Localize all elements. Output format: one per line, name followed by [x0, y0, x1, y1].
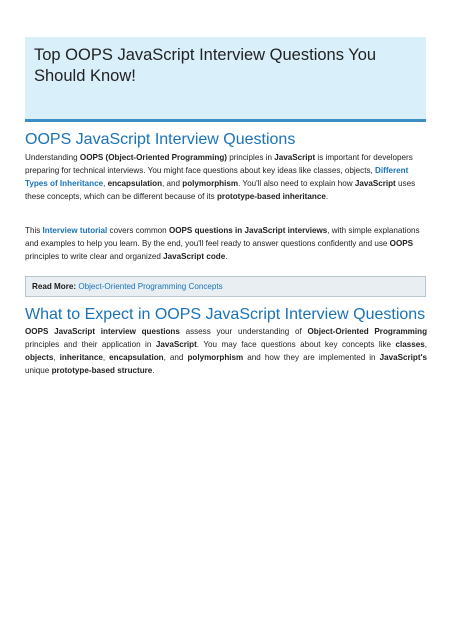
bold-text: prototype-based inheritance	[216, 192, 326, 201]
text: ,	[53, 353, 60, 362]
bold-text: classes	[395, 340, 425, 349]
text: principles and their application in	[25, 340, 156, 349]
text: , with simple explanations and examples to help you learn. By the end, you'll feel ready to answer questions confidently and use	[25, 226, 420, 248]
bold-text: JavaScript	[354, 179, 396, 188]
bold-text: OOPS	[389, 239, 414, 248]
read-more-label: Read More:	[32, 282, 77, 291]
text: This	[25, 226, 43, 235]
text: uses these concepts, which can be different because of its	[25, 179, 416, 201]
text: is important for developers preparing for technical interviews. You might face questions about key ideas like classes, objects,	[25, 153, 413, 175]
text: covers common	[107, 226, 169, 235]
text: ,	[103, 179, 108, 188]
bold-text: JavaScript	[155, 340, 197, 349]
text: .	[325, 192, 329, 201]
interview-tutorial-link[interactable]: Interview tutorial	[42, 226, 108, 235]
bold-text: OOPS JavaScript interview questions	[25, 327, 180, 336]
text: .	[152, 366, 155, 375]
bold-text: objects	[25, 353, 54, 362]
bold-text: polymorphism	[182, 179, 239, 188]
text: principles in	[226, 153, 275, 162]
bold-text: Object-Oriented Programming	[307, 327, 428, 336]
section-heading-what-to-expect: What to Expect in OOPS JavaScript Interview Questions	[25, 306, 426, 323]
text: . You'll also need to explain how	[238, 179, 355, 188]
bold-text: JavaScript code	[163, 252, 226, 261]
intro-paragraph	[25, 151, 427, 203]
bold-text: OOPS (Object-Oriented Programming)	[79, 153, 227, 162]
text: .	[225, 252, 228, 261]
expect-paragraph	[25, 325, 427, 377]
tutorial-paragraph	[25, 224, 427, 263]
inheritance-types-link[interactable]: Different Types of Inheritance	[25, 166, 409, 188]
bold-text: encapsulation	[109, 353, 164, 362]
text: . You may face questions about key concepts like	[196, 340, 396, 349]
bold-text: JavaScript	[274, 153, 316, 162]
bold-text: polymorphism	[187, 353, 244, 362]
bold-text: JavaScript's	[379, 353, 427, 362]
bold-text: prototype-based structure	[51, 366, 153, 375]
text: , and	[163, 353, 188, 362]
section-heading-oops-questions: OOPS JavaScript Interview Questions	[25, 131, 296, 148]
text: Understanding	[25, 153, 80, 162]
text: principles to write clear and organized	[25, 252, 164, 261]
text: assess your understanding of	[179, 327, 308, 336]
text: and how they are implemented in	[243, 353, 380, 362]
text: unique	[25, 366, 52, 375]
oop-concepts-link[interactable]: Object-Oriented Programming Concepts	[78, 282, 223, 291]
text: , and	[162, 179, 183, 188]
text: ,	[424, 340, 428, 349]
bold-text: encapsulation	[107, 179, 163, 188]
bold-text: inheritance	[59, 353, 103, 362]
page-title: Top OOPS JavaScript Interview Questions You Should Know!	[34, 46, 377, 85]
title-banner	[25, 37, 426, 122]
text: ,	[102, 353, 110, 362]
read-more-box	[25, 276, 426, 297]
bold-text: OOPS questions in JavaScript interviews	[168, 226, 328, 235]
